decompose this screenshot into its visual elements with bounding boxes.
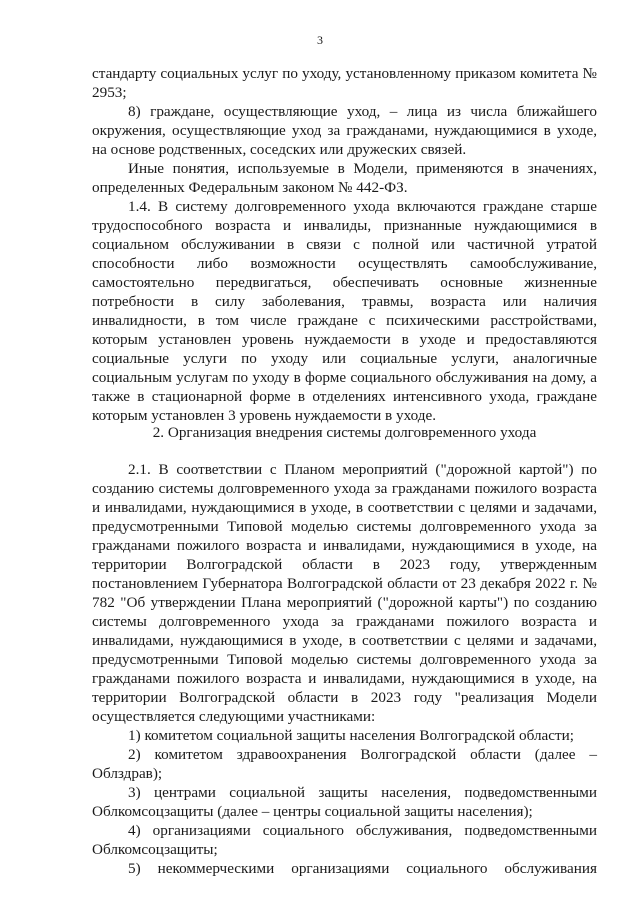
list-item: 2) комитетом здравоохранения Волгоградской области (далее – Облздрав); xyxy=(92,746,597,782)
paragraph: стандарту социальных услуг по уходу, установленному приказом комитета № 2953; xyxy=(92,65,597,101)
section-2-text xyxy=(92,460,597,878)
paragraph: 2.1. В соответствии с Планом мероприятий ("дорожной картой") по созданию системы долговременного ухода за гражданами пожилого возраста и инвалидами, нуждающимися в уходе, в соответствии с целями и задачами, предусмотренными Типовой моделью системы долговременного ухода за гражданами пожилого возраста и инвалидами, нуждающимися в уходе, на территории Волгоградской области в 2023 году, утвержденным постановлением Губернатора Волгоградской области от 23 декабря 2022 г. № 782 "Об утверждении Плана мероприятий ("дорожной карты") по созданию системы долговременного ухода за гражданами пожилого возраста и инвалидами, нуждающимися в уходе, в соответствии с целями и задачами, предусмотренными Типовой моделью системы долговременного ухода за гражданами пожилого возраста и инвалидами, нуждающимися в уходе, на территории Волгоградской области в 2023 году "реализация Модели осуществляется следующими участниками: xyxy=(92,461,597,725)
list-item: 5) некоммерческими организациями социального обслуживания xyxy=(128,860,597,877)
list-item: 4) организациями социального обслуживания, подведомственными Облкомсоцзащиты; xyxy=(92,822,597,858)
list-item: 1) комитетом социальной защиты населения Волгоградской области; xyxy=(128,727,575,744)
list-item: 3) центрами социальной защиты населения, подведомственными Облкомсоцзащиты (далее – центры социальной защиты населения); xyxy=(92,784,597,820)
page-number: 3 xyxy=(317,33,323,47)
section-heading: 2. Организация внедрения системы долговременного ухода xyxy=(152,424,537,441)
paragraph: Иные понятия, используемые в Модели, применяются в значениях, определенных Федеральным законом № 442-ФЗ. xyxy=(92,160,597,196)
section-1-text xyxy=(92,64,597,425)
paragraph: 8) граждане, осуществляющие уход, – лица из числа ближайшего окружения, осуществляющие уход за гражданами, нуждающимися в уходе, на основе родственных, соседских или дружеских связей. xyxy=(92,103,597,158)
paragraph: 1.4. В систему долговременного ухода включаются граждане старше трудоспособного возраста и инвалиды, признанные нуждающимися в социальном обслуживании в связи с полной или частичной утратой способности либо возможности осуществлять самообслуживание, самостоятельно передвигаться, обеспечивать основные жизненные потребности в силу заболевания, травмы, возраста или наличия инвалидности, в том числе граждане с психическими расстройствами, которым установлен уровень нуждаемости в уходе и предоставляются социальные услуги по уходу или социальные услуги, аналогичные социальным услугам по уходу в форме социального обслуживания на дому, а также в стационарной форме в отделениях интенсивного ухода, граждане которым установлен 3 уровень нуждаемости в уходе. xyxy=(92,198,597,424)
